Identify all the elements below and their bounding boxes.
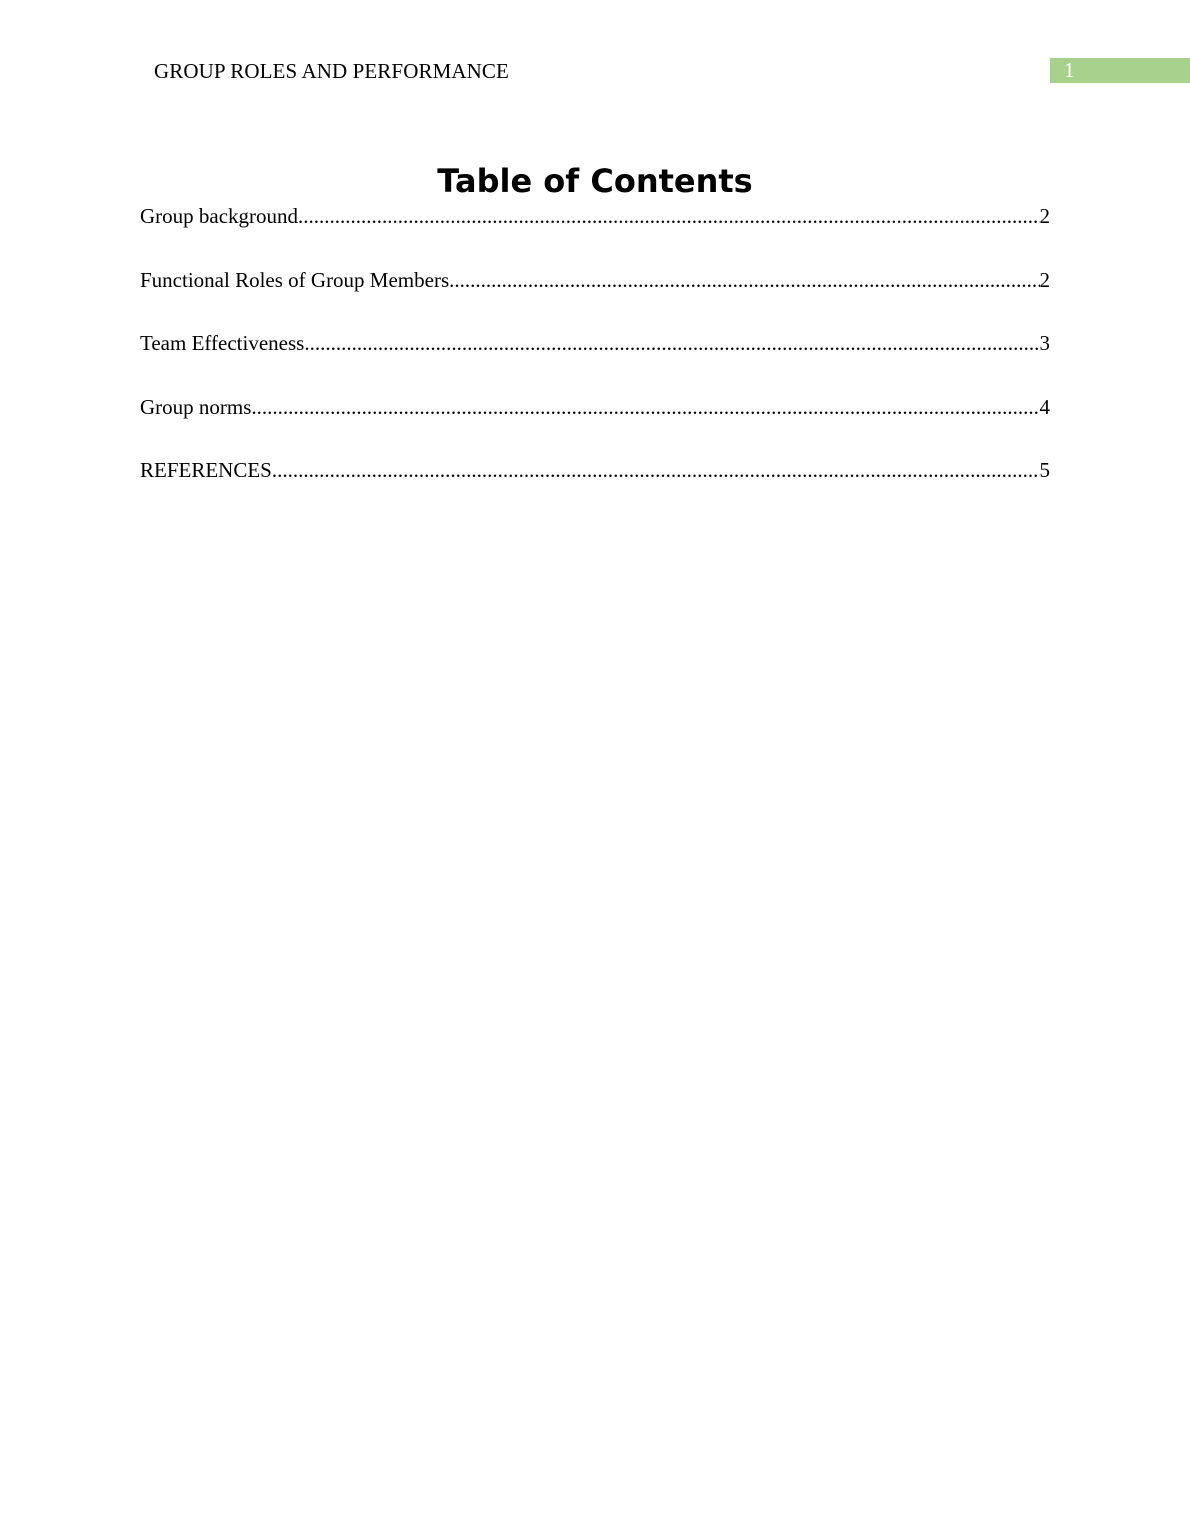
toc-title: Table of Contents — [437, 162, 753, 200]
running-head: GROUP ROLES AND PERFORMANCE — [154, 59, 509, 83]
toc-entry-group-background[interactable] — [140, 200, 1050, 264]
toc-entry-label: Team Effectiveness — [140, 331, 305, 355]
toc-dot-leader — [251, 391, 1039, 423]
toc-dot-leader — [272, 454, 1040, 486]
toc-entry-group-norms[interactable] — [140, 391, 1050, 455]
toc-entry-page: 2 — [1039, 204, 1050, 228]
toc-entry-functional-roles[interactable] — [140, 264, 1050, 328]
toc-entry-page: 5 — [1039, 458, 1050, 482]
toc-dot-leader — [298, 200, 1039, 232]
toc-entry-page: 3 — [1039, 331, 1050, 355]
toc-entry-label: Group background — [140, 204, 299, 228]
toc-entry-label: Functional Roles of Group Members — [140, 267, 450, 292]
toc-entry-team-effectiveness[interactable] — [140, 327, 1050, 391]
toc-entry-label: Group norms — [140, 394, 252, 419]
toc-dot-leader — [304, 327, 1039, 359]
toc-entry-label: REFERENCES — [140, 458, 272, 482]
toc-entry-page: 4 — [1039, 394, 1050, 419]
page-header — [0, 0, 1190, 100]
page-number-badge — [1050, 58, 1190, 83]
toc-list — [140, 200, 1050, 518]
toc-entry-references[interactable] — [140, 454, 1050, 518]
toc-entry-page: 2 — [1039, 267, 1050, 292]
page-number: 1 — [1064, 58, 1075, 82]
toc-dot-leader — [449, 264, 1039, 296]
